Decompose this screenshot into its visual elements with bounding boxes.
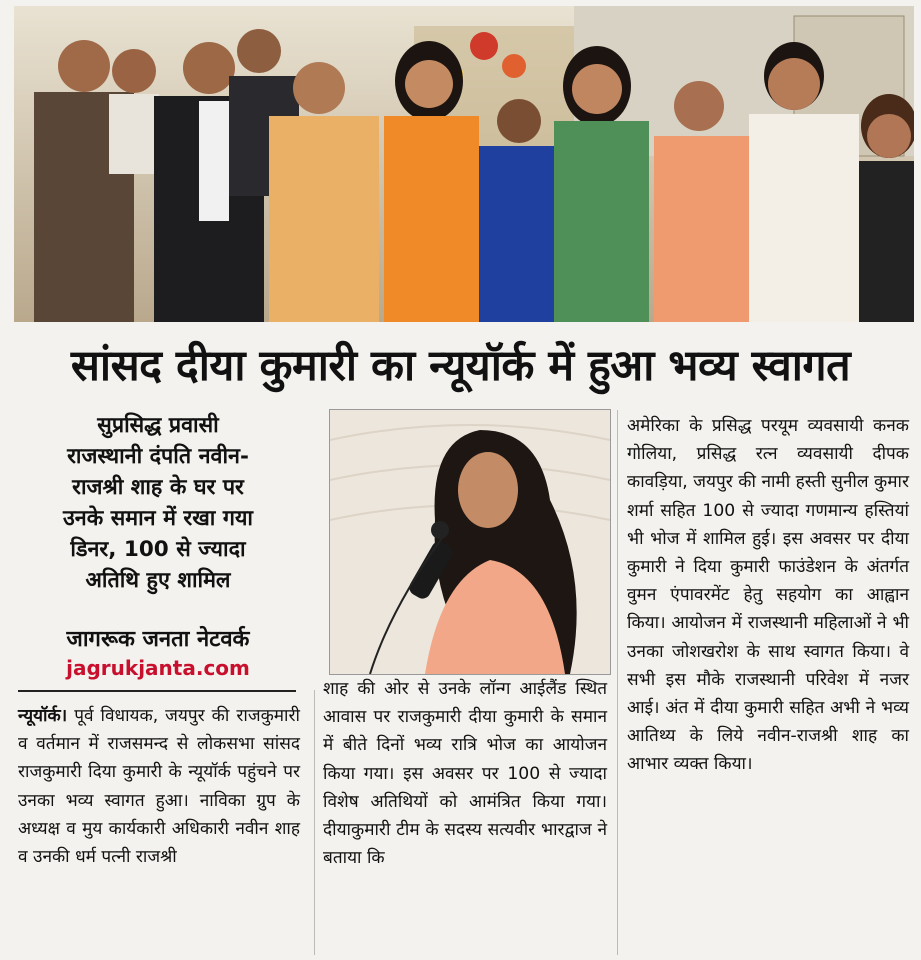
subhead-line: राजश्री शाह के घर पर <box>72 475 244 500</box>
subheadline <box>18 410 298 596</box>
subhead-line: अतिथि हुए शामिल <box>85 568 231 593</box>
column-separator <box>314 690 315 955</box>
speaker-photo <box>329 409 611 675</box>
article-body-column-3 <box>627 412 909 779</box>
column-2-text: शाह की ओर से उनके लॉन्ग आईलैंड स्थित आवास पर राजकुमारी दीया कुमारी के समान में बीते दिनों भव्य रात्रि भोज का आयोजन किया गया। इस अवसर पर 100 से ज्यादा विशेष अतिथियों को आमंत्रित किया गया। दीयाकुमारी टीम के सदस्य सत्यवीर भारद्वाज ने बताया कि <box>323 679 607 869</box>
website-link[interactable]: jagrukjanta.com <box>66 656 250 680</box>
headline: सांसद दीया कुमारी का न्यूयॉर्क में हुआ भव्य स्वागत <box>70 340 851 391</box>
subhead-line: डिनर, 100 से ज्यादा <box>70 537 246 562</box>
group-photo <box>14 6 914 322</box>
dateline: न्यूयॉर्क। <box>18 706 68 726</box>
subhead-line: सुप्रसिद्ध प्रवासी <box>97 413 219 438</box>
group-photo-illustration <box>14 6 914 322</box>
column-separator <box>617 410 618 955</box>
column-3-text: अमेरिका के प्रसिद्ध परयूम व्यवसायी कनक गोलिया, प्रसिद्ध रत्न व्यवसायी दीपक कावड़िया, जयपुर की नामी हस्ती सुनील कुमार शर्मा सहित 100 से ज्यादा गणमान्य हस्तियां भी भोज में शामिल हुई। इस अवसर पर दीया कुमारी ने दिया कुमारी फाउंडेशन के अंतर्गत वुमन एंपावरमेंट हेतु सहयोग का आह्वान किया। आयोजन में राजस्थानी महिलाओं ने भी उनका जोशखरोश के साथ स्वागत किया। वे सभी इस मौके राजस्थानी परिवेश में नजर आई। अंत में दीया कुमारी सहित अभी ने भव्य आतिथ्य के लिये नवीन-राजश्री शाह का आभार व्यक्त किया। <box>627 416 909 775</box>
article-body-column-2 <box>323 675 607 872</box>
speaker-photo-illustration <box>330 410 610 674</box>
subhead-line: राजस्थानी दंपति नवीन- <box>67 444 249 469</box>
news-network-byline: जागरूक जनता नेटवर्क <box>66 627 250 652</box>
column-1-text: पूर्व विधायक, जयपुर की राजकुमारी व वर्तमान में राजसमन्द से लोकसभा सांसद राजकुमारी दिया कुमारी के न्यूयॉर्क पहुंचने पर उनका भव्य स्वागत हुआ। नाविका ग्रुप के अध्यक्ष व मुय कार्यकारी अधिकारी नवीन शाह व उनकी धर्म पत्नी राजश्री <box>18 706 300 868</box>
subhead-line: उनके समान में रखा गया <box>62 506 253 531</box>
byline-divider <box>18 690 296 692</box>
article-body-column-1 <box>18 702 300 871</box>
